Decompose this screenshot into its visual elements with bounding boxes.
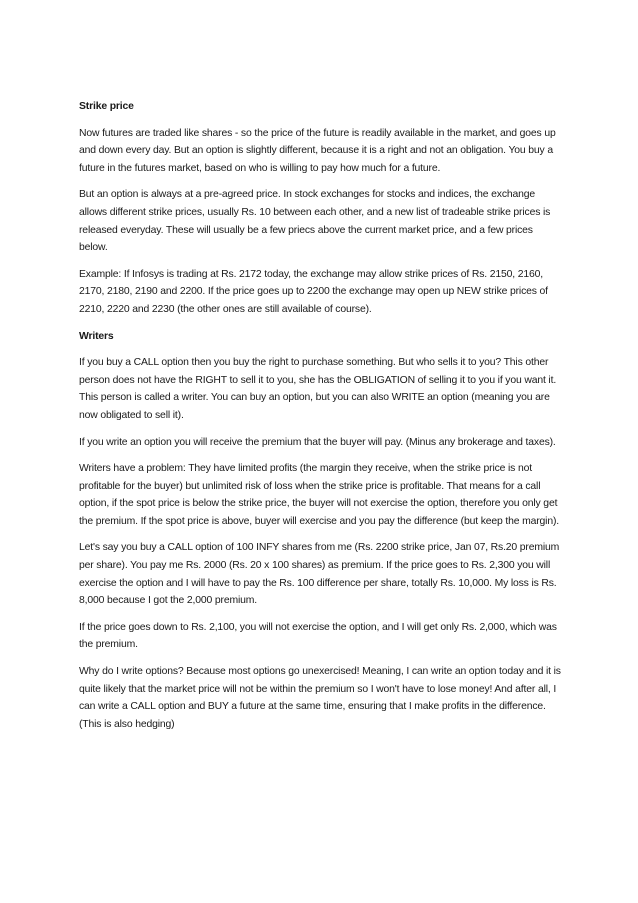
paragraph: If the price goes down to Rs. 2,100, you will not exercise the option, and I will get only Rs. 2,000, which was the premium. (79, 621, 557, 651)
paragraph: Example: If Infosys is trading at Rs. 2172 today, the exchange may allow strike prices of Rs. 2150, 2160, 2170, 2180, 2190 and 2200. If the price goes up to 2200 the exchange may open up NEW strike prices of 2210, 2220 and 2230 (the other ones are still available of course). (79, 268, 548, 315)
paragraph: But an option is always at a pre-agreed price. In stock exchanges for stocks and indices, the exchange allows different strike prices, usually Rs. 10 between each other, and a new list of tradeable strike prices is released everyday. These will usually be a few priecs above the current market price, and a few prices below. (79, 189, 551, 254)
section-heading-writers: Writers (79, 330, 114, 342)
paragraph: If you write an option you will receive the premium that the buyer will pay. (Minus any brokerage and taxes). (79, 436, 556, 448)
document-body (79, 98, 563, 742)
paragraph: Why do I write options? Because most options go unexercised! Meaning, I can write an option today and it is quite likely that the market price will not be within the premium so I won't have to lose money! And after all, I can write a CALL option and BUY a future at the same time, ensuring that I make profits in the difference. (This is also hedging) (79, 666, 561, 730)
paragraph: Let's say you buy a CALL option of 100 INFY shares from me (Rs. 2200 strike price, Jan 07, Rs.20 premium per share). You pay me Rs. 2000 (Rs. 20 x 100 shares) as premium. If the price goes to Rs. 2,300 you will exercise the option and I will have to pay the Rs. 100 difference per share, totally Rs. 10,000. My loss is Rs. 8,000 because I got the 2,000 premium. (79, 542, 560, 607)
paragraph: If you buy a CALL option then you buy the right to purchase something. But who sells it to you? This other person does not have the RIGHT to sell it to you, she has the OBLIGATION of selling it to you if you want it. This person is called a writer. You can buy an option, but you can also WRITE an option (meaning you are now obligated to sell it). (79, 357, 557, 421)
paragraph: Now futures are traded like shares - so the price of the future is readily available in the market, and goes up and down every day. But an option is slightly different, because it is a right and not an obligation. You buy a future in the futures market, based on who is willing to pay how much for a future. (79, 127, 556, 174)
paragraph: Writers have a problem: They have limited profits (the margin they receive, when the strike price is not profitable for the buyer) but unlimited risk of loss when the strike price is profitable. That means for a call option, if the spot price is below the strike price, the buyer will not exercise the option, therefore you only get the premium. If the spot price is above, buyer will exercise and you pay the difference (but keep the margin). (79, 463, 560, 527)
section-heading-strike-price: Strike price (79, 101, 134, 112)
